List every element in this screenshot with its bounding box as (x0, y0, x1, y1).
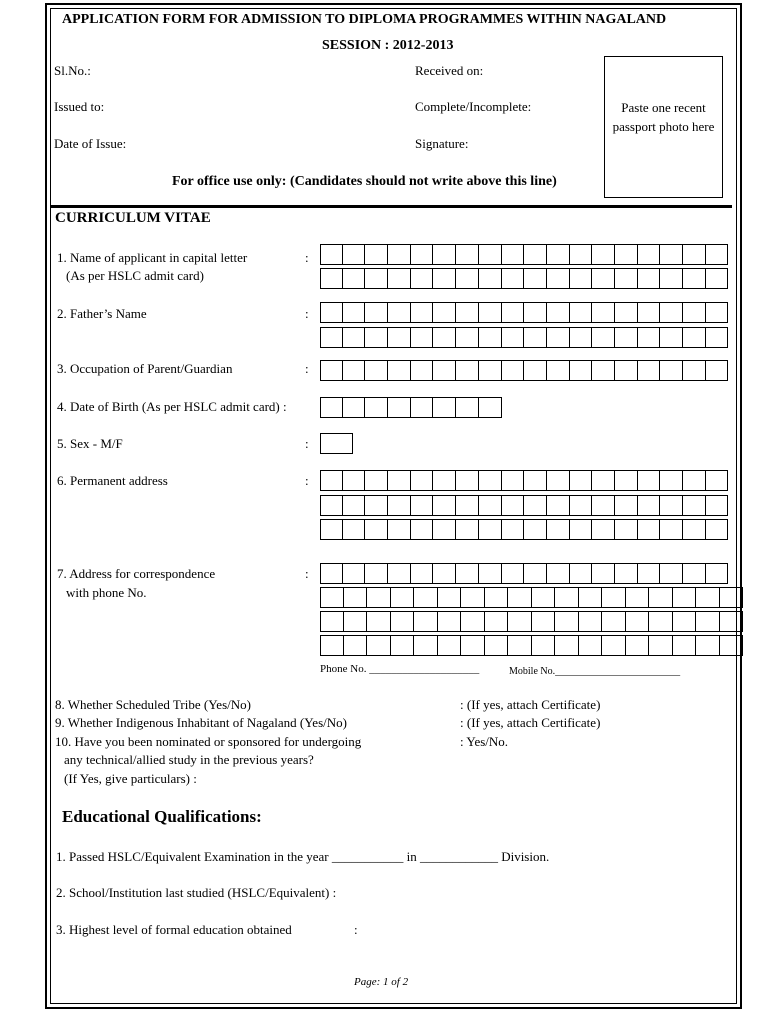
char-box[interactable] (638, 268, 661, 289)
char-box[interactable] (456, 470, 479, 491)
char-box[interactable] (388, 244, 411, 265)
char-box[interactable] (461, 587, 485, 608)
dob-char-box[interactable] (456, 397, 479, 418)
char-box[interactable] (570, 470, 593, 491)
char-box[interactable] (411, 360, 434, 381)
colon: : (305, 250, 309, 265)
session: SESSION : 2012-2013 (322, 38, 454, 53)
char-box[interactable] (673, 635, 697, 656)
char-box[interactable] (638, 519, 661, 540)
char-box[interactable] (414, 635, 438, 656)
char-box[interactable] (438, 587, 462, 608)
char-box[interactable] (532, 635, 556, 656)
box-row[interactable] (320, 360, 728, 381)
char-box[interactable] (524, 268, 547, 289)
char-box[interactable] (532, 587, 556, 608)
char-box[interactable] (570, 268, 593, 289)
char-box[interactable] (615, 327, 638, 348)
char-box[interactable] (365, 495, 388, 516)
char-box[interactable] (388, 360, 411, 381)
char-box[interactable] (320, 470, 343, 491)
char-box[interactable] (388, 563, 411, 584)
char-box[interactable] (720, 587, 744, 608)
char-box[interactable] (706, 244, 729, 265)
char-box[interactable] (683, 268, 706, 289)
char-box[interactable] (547, 244, 570, 265)
char-box[interactable] (660, 244, 683, 265)
char-box[interactable] (602, 611, 626, 632)
char-box[interactable] (615, 244, 638, 265)
char-box[interactable] (479, 244, 502, 265)
field-dob-label: 4. Date of Birth (As per HSLC admit card) : (57, 399, 287, 414)
box-row[interactable] (320, 327, 728, 348)
char-box[interactable] (696, 587, 720, 608)
char-box[interactable] (433, 302, 456, 323)
char-box[interactable] (365, 563, 388, 584)
char-box[interactable] (532, 611, 556, 632)
char-box[interactable] (456, 244, 479, 265)
q10-line2: any technical/allied study in the previous years? (64, 752, 314, 767)
char-box[interactable] (456, 519, 479, 540)
char-box[interactable] (411, 563, 434, 584)
page-number: Page: 1 of 2 (354, 976, 409, 988)
char-box[interactable] (433, 244, 456, 265)
dob-input-boxes[interactable] (320, 397, 502, 418)
box-row[interactable] (320, 244, 728, 265)
char-box[interactable] (555, 611, 579, 632)
date-of-issue-label: Date of Issue: (54, 136, 127, 151)
char-box[interactable] (660, 327, 683, 348)
field-father-label: 2. Father’s Name (57, 306, 147, 321)
char-box[interactable] (433, 268, 456, 289)
char-box[interactable] (570, 327, 593, 348)
char-box[interactable] (638, 495, 661, 516)
char-box[interactable] (320, 587, 344, 608)
education-q3: 3. Highest level of formal education obtained (56, 922, 292, 937)
char-box[interactable] (570, 563, 593, 584)
char-box[interactable] (638, 327, 661, 348)
char-box[interactable] (343, 470, 366, 491)
char-box[interactable] (343, 519, 366, 540)
char-box[interactable] (706, 327, 729, 348)
char-box[interactable] (683, 470, 706, 491)
char-box[interactable] (570, 360, 593, 381)
char-box[interactable] (683, 244, 706, 265)
char-box[interactable] (660, 360, 683, 381)
char-box[interactable] (660, 470, 683, 491)
char-box[interactable] (320, 244, 343, 265)
received-on-label: Received on: (415, 63, 484, 78)
char-box[interactable] (320, 563, 343, 584)
box-row[interactable] (320, 470, 728, 491)
char-box[interactable] (391, 635, 415, 656)
phone-line[interactable]: Phone No. ____________________ (320, 663, 480, 675)
box-row[interactable] (320, 563, 728, 584)
dob-char-box[interactable] (479, 397, 502, 418)
char-box[interactable] (660, 302, 683, 323)
char-box[interactable] (343, 268, 366, 289)
char-box[interactable] (602, 635, 626, 656)
char-box[interactable] (479, 495, 502, 516)
passport-photo-box[interactable] (604, 56, 723, 198)
q8-label: 8. Whether Scheduled Tribe (Yes/No) (55, 697, 251, 712)
char-box[interactable] (615, 519, 638, 540)
char-box[interactable] (388, 327, 411, 348)
char-box[interactable] (508, 611, 532, 632)
char-box[interactable] (683, 495, 706, 516)
char-box[interactable] (502, 268, 525, 289)
char-box[interactable] (555, 635, 579, 656)
char-box[interactable] (414, 587, 438, 608)
q10-label: 10. Have you been nominated or sponsored for undergoing (55, 734, 362, 749)
field-sex-label: 5. Sex - M/F (57, 436, 123, 451)
education-q2: 2. School/Institution last studied (HSLC/Equivalent) : (56, 885, 337, 900)
char-box[interactable] (320, 268, 343, 289)
char-box[interactable] (365, 360, 388, 381)
char-box[interactable] (570, 302, 593, 323)
char-box[interactable] (638, 470, 661, 491)
char-box[interactable] (388, 302, 411, 323)
char-box[interactable] (365, 327, 388, 348)
char-box[interactable] (660, 495, 683, 516)
char-box[interactable] (388, 495, 411, 516)
char-box[interactable] (592, 302, 615, 323)
char-box[interactable] (673, 587, 697, 608)
signature-label: Signature: (415, 136, 469, 151)
char-box[interactable] (433, 360, 456, 381)
char-box[interactable] (411, 495, 434, 516)
char-box[interactable] (547, 360, 570, 381)
char-box[interactable] (720, 635, 744, 656)
char-box[interactable] (592, 563, 615, 584)
char-box[interactable] (367, 635, 391, 656)
dob-char-box[interactable] (388, 397, 411, 418)
char-box[interactable] (388, 268, 411, 289)
char-box[interactable] (696, 611, 720, 632)
char-box[interactable] (547, 470, 570, 491)
char-box[interactable] (344, 635, 368, 656)
char-box[interactable] (502, 244, 525, 265)
char-box[interactable] (438, 611, 462, 632)
box-row[interactable] (320, 587, 743, 608)
char-box[interactable] (649, 611, 673, 632)
char-box[interactable] (638, 563, 661, 584)
colon: : (305, 361, 309, 376)
dob-char-box[interactable] (433, 397, 456, 418)
char-box[interactable] (367, 587, 391, 608)
box-row[interactable] (320, 519, 728, 540)
sex-input-box[interactable] (320, 433, 353, 454)
char-box[interactable] (649, 635, 673, 656)
char-box[interactable] (461, 635, 485, 656)
char-box[interactable] (524, 563, 547, 584)
char-box[interactable] (320, 327, 343, 348)
photo-instruction: Paste one recent passport photo here (612, 100, 715, 134)
char-box[interactable] (456, 563, 479, 584)
char-box[interactable] (365, 244, 388, 265)
char-box[interactable] (638, 244, 661, 265)
q8-note: : (If yes, attach Certificate) (460, 697, 601, 712)
char-box[interactable] (592, 244, 615, 265)
colon: : (305, 306, 309, 321)
char-box[interactable] (456, 495, 479, 516)
char-box[interactable] (524, 327, 547, 348)
char-box[interactable] (508, 635, 532, 656)
char-box[interactable] (524, 244, 547, 265)
box-row[interactable] (320, 268, 728, 289)
char-box[interactable] (615, 563, 638, 584)
char-box[interactable] (433, 327, 456, 348)
char-box[interactable] (592, 470, 615, 491)
char-box[interactable] (626, 611, 650, 632)
char-box[interactable] (456, 360, 479, 381)
box-row[interactable] (320, 302, 728, 323)
sl-no-label: Sl.No.: (54, 63, 91, 78)
char-box[interactable] (706, 495, 729, 516)
char-box[interactable] (592, 360, 615, 381)
char-box[interactable] (479, 360, 502, 381)
char-box[interactable] (365, 268, 388, 289)
char-box[interactable] (456, 268, 479, 289)
char-box[interactable] (320, 360, 343, 381)
char-box[interactable] (602, 587, 626, 608)
char-box[interactable] (320, 635, 344, 656)
char-box[interactable] (615, 360, 638, 381)
char-box[interactable] (524, 302, 547, 323)
char-box[interactable] (547, 302, 570, 323)
char-box[interactable] (547, 268, 570, 289)
char-box[interactable] (720, 611, 744, 632)
char-box[interactable] (365, 470, 388, 491)
q10-line3: (If Yes, give particulars) : (64, 771, 197, 786)
char-box[interactable] (320, 519, 343, 540)
char-box[interactable] (592, 495, 615, 516)
char-box[interactable] (433, 519, 456, 540)
char-box[interactable] (683, 302, 706, 323)
char-box[interactable] (479, 302, 502, 323)
char-box[interactable] (547, 495, 570, 516)
colon: : (354, 922, 358, 937)
char-box[interactable] (365, 519, 388, 540)
char-box[interactable] (615, 495, 638, 516)
char-box[interactable] (626, 635, 650, 656)
dob-char-box[interactable] (411, 397, 434, 418)
char-box[interactable] (626, 587, 650, 608)
char-box[interactable] (343, 302, 366, 323)
char-box[interactable] (706, 470, 729, 491)
char-box[interactable] (706, 302, 729, 323)
char-box[interactable] (706, 360, 729, 381)
char-box[interactable] (660, 563, 683, 584)
office-use-note: For office use only: (Candidates should not write above this line) (172, 174, 557, 189)
q10-note: : Yes/No. (460, 734, 509, 749)
char-box[interactable] (524, 470, 547, 491)
char-box[interactable] (320, 495, 343, 516)
field-name-sublabel: (As per HSLC admit card) (66, 268, 204, 283)
char-box[interactable] (579, 611, 603, 632)
char-box[interactable] (343, 563, 366, 584)
field-name-label: 1. Name of applicant in capital letter (57, 250, 248, 265)
char-box[interactable] (414, 611, 438, 632)
char-box[interactable] (320, 611, 344, 632)
char-box[interactable] (706, 519, 729, 540)
char-box[interactable] (502, 302, 525, 323)
char-box[interactable] (502, 519, 525, 540)
char-box[interactable] (485, 611, 509, 632)
colon: : (305, 473, 309, 488)
char-box[interactable] (615, 268, 638, 289)
box-row[interactable] (320, 495, 728, 516)
colon: : (305, 566, 309, 581)
char-box[interactable] (479, 268, 502, 289)
char-box[interactable] (456, 302, 479, 323)
char-box[interactable] (320, 302, 343, 323)
char-box[interactable] (547, 327, 570, 348)
char-box[interactable] (502, 495, 525, 516)
dob-char-box[interactable] (320, 397, 343, 418)
char-box[interactable] (343, 327, 366, 348)
char-box[interactable] (502, 360, 525, 381)
char-box[interactable] (485, 635, 509, 656)
education-heading: Educational Qualifications: (62, 807, 262, 826)
colon: : (305, 436, 309, 451)
form-title: APPLICATION FORM FOR ADMISSION TO DIPLOMA PROGRAMMES WITHIN NAGALAND (62, 12, 667, 27)
char-box[interactable] (579, 635, 603, 656)
char-box[interactable] (479, 470, 502, 491)
char-box[interactable] (485, 587, 509, 608)
char-box[interactable] (479, 327, 502, 348)
char-box[interactable] (696, 635, 720, 656)
char-box[interactable] (660, 519, 683, 540)
char-box[interactable] (391, 587, 415, 608)
char-box[interactable] (438, 635, 462, 656)
dob-char-box[interactable] (343, 397, 366, 418)
q9-note: : (If yes, attach Certificate) (460, 715, 601, 730)
char-box[interactable] (343, 244, 366, 265)
field-correspondence-sublabel: with phone No. (66, 585, 147, 600)
char-box[interactable] (411, 302, 434, 323)
char-box[interactable] (555, 587, 579, 608)
char-box[interactable] (365, 302, 388, 323)
char-box[interactable] (547, 519, 570, 540)
char-box[interactable] (461, 611, 485, 632)
char-box[interactable] (570, 519, 593, 540)
char-box[interactable] (411, 519, 434, 540)
cv-heading: CURRICULUM VITAE (55, 210, 211, 226)
char-box[interactable] (706, 268, 729, 289)
char-box[interactable] (615, 302, 638, 323)
char-box[interactable] (683, 360, 706, 381)
q9-label: 9. Whether Indigenous Inhabitant of Nagaland (Yes/No) (55, 715, 347, 730)
char-box[interactable] (673, 611, 697, 632)
field-permanent-address-label: 6. Permanent address (57, 473, 168, 488)
char-box[interactable] (411, 268, 434, 289)
char-box[interactable] (411, 244, 434, 265)
char-box[interactable] (388, 470, 411, 491)
mobile-line[interactable]: Mobile No._________________________ (509, 666, 681, 677)
divider (50, 205, 732, 208)
education-q1: 1. Passed HSLC/Equivalent Examination in the year ___________ in ____________ Division. (56, 849, 550, 864)
char-box[interactable] (638, 302, 661, 323)
char-box[interactable] (411, 327, 434, 348)
field-correspondence-label: 7. Address for correspondence (57, 566, 216, 581)
char-box[interactable] (388, 519, 411, 540)
char-box[interactable] (524, 519, 547, 540)
dob-char-box[interactable] (365, 397, 388, 418)
char-box[interactable] (683, 519, 706, 540)
char-box[interactable] (615, 470, 638, 491)
char-box[interactable] (479, 519, 502, 540)
char-box[interactable] (502, 470, 525, 491)
box-row[interactable] (320, 635, 743, 656)
char-box[interactable] (411, 470, 434, 491)
char-box[interactable] (479, 563, 502, 584)
char-box[interactable] (391, 611, 415, 632)
char-box[interactable] (433, 563, 456, 584)
char-box[interactable] (508, 587, 532, 608)
char-box[interactable] (706, 563, 729, 584)
char-box[interactable] (547, 563, 570, 584)
char-box[interactable] (579, 587, 603, 608)
char-box[interactable] (524, 360, 547, 381)
box-row[interactable] (320, 611, 743, 632)
char-box[interactable] (367, 611, 391, 632)
char-box[interactable] (592, 268, 615, 289)
char-box[interactable] (592, 327, 615, 348)
char-box[interactable] (649, 587, 673, 608)
char-box[interactable] (456, 327, 479, 348)
char-box[interactable] (683, 327, 706, 348)
char-box[interactable] (502, 327, 525, 348)
char-box[interactable] (343, 360, 366, 381)
char-box[interactable] (433, 495, 456, 516)
char-box[interactable] (524, 495, 547, 516)
char-box[interactable] (502, 563, 525, 584)
char-box[interactable] (570, 244, 593, 265)
char-box[interactable] (344, 611, 368, 632)
char-box[interactable] (660, 268, 683, 289)
char-box[interactable] (683, 563, 706, 584)
char-box[interactable] (433, 470, 456, 491)
complete-incomplete-label: Complete/Incomplete: (415, 99, 532, 114)
char-box[interactable] (592, 519, 615, 540)
char-box[interactable] (638, 360, 661, 381)
char-box[interactable] (344, 587, 368, 608)
issued-to-label: Issued to: (54, 99, 105, 114)
field-occupation-label: 3. Occupation of Parent/Guardian (57, 361, 233, 376)
char-box[interactable] (343, 495, 366, 516)
char-box[interactable] (570, 495, 593, 516)
